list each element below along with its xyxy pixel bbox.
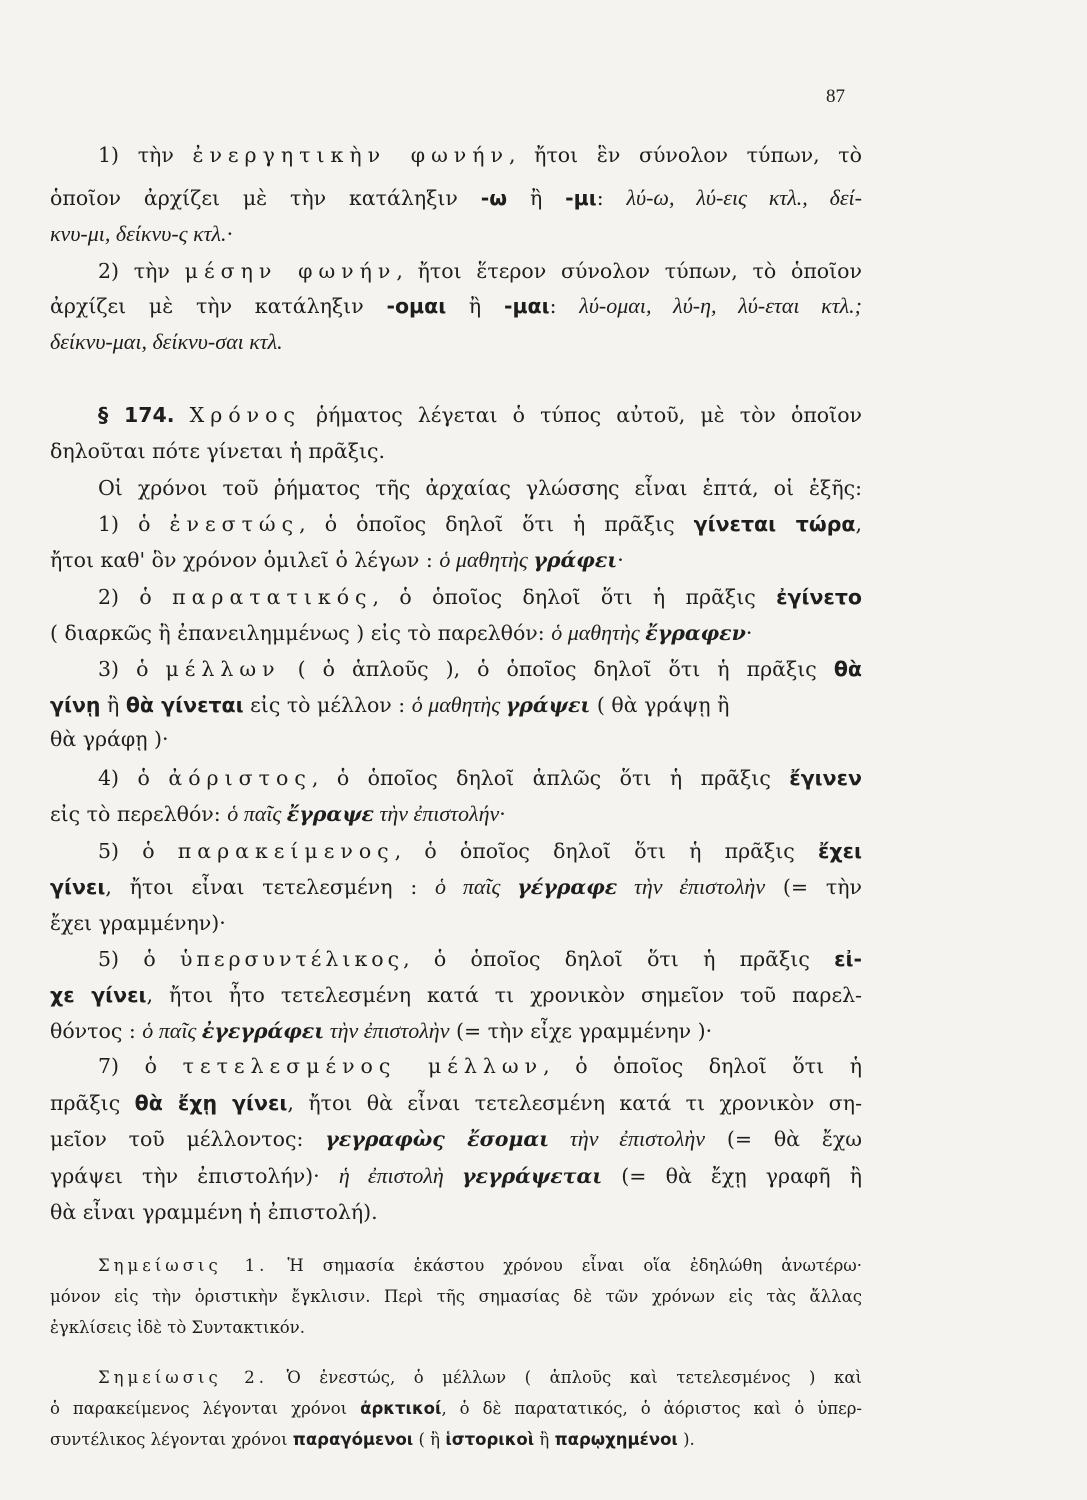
note-line: μόνον εἰς τὴν ὁριστικὴν ἔγκλισιν. Περὶ τῆς σημασίας δὲ τῶν χρόνων εἰς τὰς ἄλλας bbox=[50, 1287, 862, 1306]
text-line: 5) ὁ ὑπερσυντέλικος, ὁ ὁποῖος δηλοῖ ὅτι ἡ πρᾶξις εἰ- bbox=[98, 947, 862, 971]
text-line: 3) ὁ μέλλων ( ὁ ἁπλοῦς ), ὁ ὁποῖος δηλοῖ ὅτι ἡ πρᾶξις θὰ bbox=[98, 657, 862, 681]
text-line: 1) ὁ ἐνεστώς, ὁ ὁποῖος δηλοῖ ὅτι ἡ πρᾶξις γίνεται τώρα, bbox=[98, 512, 862, 536]
text-line: 7) ὁ τετελεσμένος μέλλων, ὁ ὁποῖος δηλοῖ ὅτι ἡ bbox=[98, 1054, 863, 1078]
term-spaced: μέλλων bbox=[165, 657, 281, 681]
text-line: δείκνυ-μαι, δείκνυ-σαι κτλ. bbox=[50, 329, 283, 354]
text-line: ἀρχίζει μὲ τὴν κατάληξιν -ομαι ἢ -μαι: λύ-ομαι, λύ-η, λύ-εται κτλ.; bbox=[50, 293, 862, 318]
text-line: ( διαρκῶς ἢ ἐπανειλημμένως ) εἰς τὸ παρελθόν: ὁ μαθητὴς ἔγραφεν· bbox=[50, 620, 753, 645]
text-line: 2) ὁ παρατατικός, ὁ ὁποῖος δηλοῖ ὅτι ἡ πρᾶξις ἐγίνετο bbox=[98, 585, 863, 609]
note-label: Σημείωσις 1. bbox=[98, 1256, 269, 1275]
text-line: ὁποῖον ἀρχίζει μὲ τὴν κατάληξιν -ω ἢ -μι: λύ-ω, λύ-εις κτλ., δεί- bbox=[50, 185, 862, 210]
note-line: συντέλικος λέγονται χρόνοι παραγόμενοι ( ἢ ἱστορικοὶ ἢ παρῳχημένοι ). bbox=[50, 1430, 695, 1449]
text-line: δηλοῦται πότε γίνεται ἡ πρᾶξις. bbox=[50, 439, 386, 463]
text-line: γράψει τὴν ἐπιστολήν)· ἡ ἐπιστολὴ γεγράψεται (= θὰ ἔχῃ γραφῆ ἢ bbox=[50, 1163, 862, 1188]
term-spaced: Χρόνος bbox=[189, 403, 301, 427]
text-line: ἔχει γραμμένην)· bbox=[50, 911, 226, 935]
text-line: εἰς τὸ περελθόν: ὁ παῖς ἔγραψε τὴν ἐπιστολήν· bbox=[50, 801, 506, 826]
term-spaced: ἀόριστος bbox=[168, 766, 312, 790]
text-line: ἤτοι καθ' ὃν χρόνον ὁμιλεῖ ὁ λέγων : ὁ μαθητὴς γράφει· bbox=[50, 547, 624, 572]
term-spaced: ὑπερσυντέλικος bbox=[179, 947, 404, 971]
text-line: χε γίνει, ἤτοι ἦτο τετελεσμένη κατά τι χρονικὸν σημεῖον τοῦ παρελ- bbox=[50, 983, 862, 1007]
term-spaced: μέσην φωνήν bbox=[184, 259, 397, 283]
term-spaced: ἐνεστώς bbox=[169, 512, 300, 536]
text-line: γίνῃ ἢ θὰ γίνεται εἰς τὸ μέλλον : ὁ μαθητὴς γράψει ( θὰ γράψῃ ἢ bbox=[50, 692, 730, 717]
text-line: θόντος : ὁ παῖς ἐγεγράφει τὴν ἐπιστολὴν (= τὴν εἶχε γραμμένην )· bbox=[50, 1018, 713, 1043]
term-spaced: ἐνεργητικὴν φωνήν bbox=[192, 143, 509, 167]
text-line: 1) τὴν ἐνεργητικὴν φωνήν, ἤτοι ἓν σύνολον τύπων, τὸ bbox=[98, 143, 862, 167]
note-line: ἐγκλίσεις ἰδὲ τὸ Συντακτικόν. bbox=[50, 1318, 305, 1337]
text-line: 5) ὁ παρακείμενος, ὁ ὁποῖος δηλοῖ ὅτι ἡ πρᾶξις ἔχει bbox=[98, 839, 863, 863]
note-line: ὁ παρακείμενος λέγονται χρόνοι ἀρκτικοί, ὁ δὲ παρατατικός, ὁ ἀόριστος καὶ ὁ ὑπερ- bbox=[50, 1399, 862, 1418]
term-spaced: παρατατικός bbox=[172, 585, 373, 609]
text-line: μεῖον τοῦ μέλλοντος: γεγραφὼς ἔσομαι τὴν ἐπιστολὴν (= θὰ ἔχω bbox=[50, 1126, 862, 1151]
term-spaced: τετελεσμένος μέλλων bbox=[182, 1054, 544, 1078]
section-heading-line: § 174. Χρόνος ῥήματος λέγεται ὁ τύπος αὐτοῦ, μὲ τὸν ὁποῖον bbox=[98, 403, 862, 427]
term-spaced: παρακείμενος bbox=[177, 839, 395, 863]
text-line: 4) ὁ ἀόριστος, ὁ ὁποῖος δηλοῖ ἁπλῶς ὅτι ἡ πρᾶξις ἔγινεν bbox=[98, 766, 862, 790]
text-line: πρᾶξις θὰ ἔχῃ γίνει, ἤτοι θὰ εἶναι τετελεσμένη κατά τι χρονικὸν ση- bbox=[50, 1091, 863, 1115]
text-line: Οἱ χρόνοι τοῦ ῥήματος τῆς ἀρχαίας γλώσσης εἶναι ἑπτά, οἱ ἑξῆς: bbox=[98, 476, 862, 500]
note-line: Σημείωσις 1. Ἡ σημασία ἑκάστου χρόνου εἶναι οἵα ἐδηλώθη ἀνωτέρω· bbox=[98, 1256, 862, 1275]
text-line: 2) τὴν μέσην φωνήν, ἤτοι ἕτερον σύνολον τύπων, τὸ ὁποῖον bbox=[98, 259, 862, 283]
text-line: θὰ εἶναι γραμμένη ἡ ἐπιστολή). bbox=[50, 1200, 378, 1224]
text-line: γίνει, ἤτοι εἶναι τετελεσμένη : ὁ παῖς γέγραφε τὴν ἐπιστολὴν (= τὴν bbox=[50, 874, 862, 899]
page-number: 87 bbox=[826, 86, 845, 107]
note-label: Σημείωσις 2. bbox=[98, 1368, 269, 1387]
text-line: θὰ γράφῃ )· bbox=[50, 727, 169, 751]
note-line: Σημείωσις 2. Ὁ ἐνεστώς, ὁ μέλλων ( ἁπλοῦς καὶ τετελεσμένος ) καὶ bbox=[98, 1368, 862, 1387]
section-number: § 174. bbox=[98, 403, 175, 427]
text-line: κνυ-μι, δείκνυ-ς κτλ.· bbox=[50, 221, 234, 246]
